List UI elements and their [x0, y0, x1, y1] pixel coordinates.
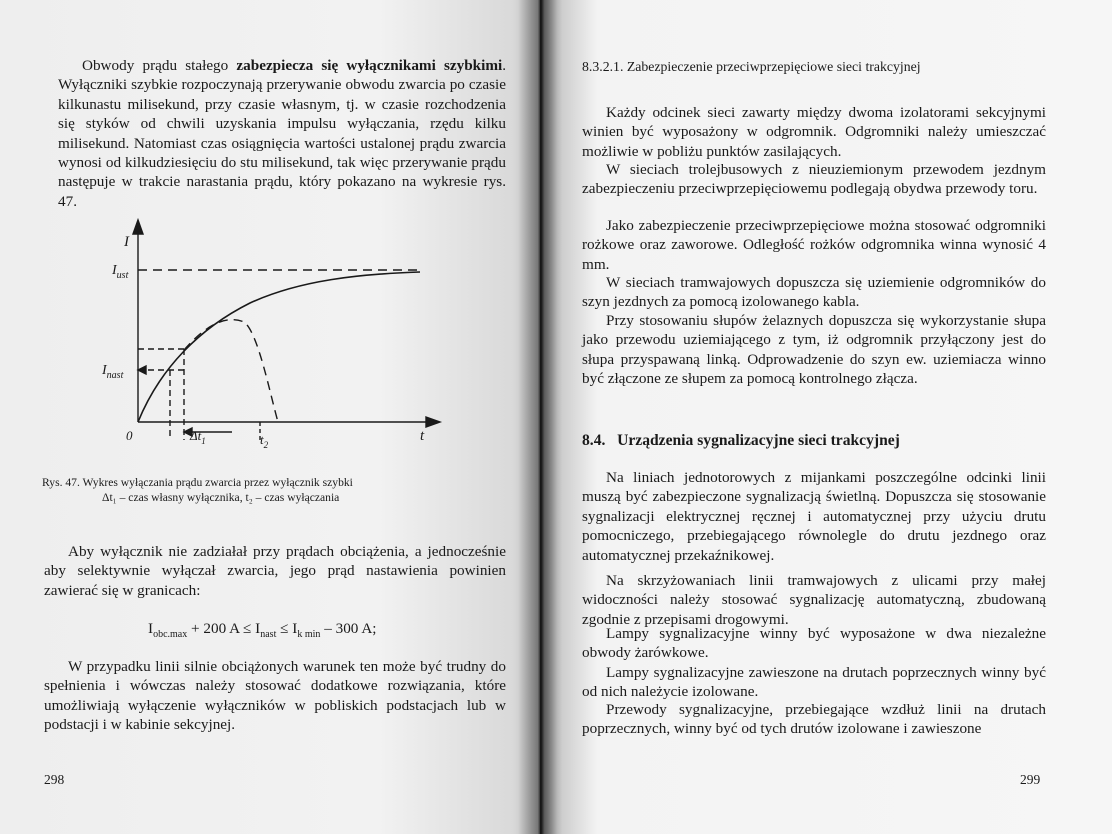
right-paragraph-7: Na skrzyżowaniach linii tramwajowych z ulicami przy małej widoczności należy stosować sygnalizację automatyczną, zbudowaną zgodnie z przepisami drogowymi. — [582, 572, 1046, 628]
y-axis-arrow — [133, 220, 143, 234]
figure-caption-line-2: Δt₁ – czas własny wyłącznika, t₂ – czas wyłączania — [102, 491, 340, 504]
label-i-axis: I — [124, 234, 129, 250]
interrupted-current-tail — [200, 328, 260, 368]
section-heading-8-4: 8.4. Urządzenia sygnalizacyjne sieci trakcyjnej — [582, 432, 900, 449]
label-iust: $I_{ust}$ — [112, 263, 129, 281]
left-page — [0, 0, 540, 834]
left-paragraph-2: Aby wyłącznik nie zadziałał przy prądach obciążenia, a jednocześnie aby selektywnie wyłączał zwarcia, jego prąd nastawienia powinien zawierać się w granicach: — [44, 543, 506, 599]
right-page — [540, 0, 1112, 834]
section-title-8-3-2-1: 8.3.2.1. Zabezpieczenie przeciwprzepięciowe sieci trakcyjnej — [582, 59, 921, 74]
para1-rest-text: . Wyłączniki szybkie rozpoczynają przerywanie obwodu zwarcia po czasie kilkunastu milisekund, przy czasie własnym, tj. w czasie rozchodzenia się styków od chwili uzyskania impulsu wyłączania, rzędu kilku milisekund. Natomiast czas osiągnięcia wartości ustalonej prądu zwarcia wynosi od kilkudziesięciu do stu milisekund, tak więc przerywanie prądu następuje w trakcie narastania prądu, który pokazano na wykresie rys. 47. — [58, 57, 506, 210]
figure-47-chart — [100, 218, 440, 448]
left-paragraph-3: W przypadku linii silnie obciążonych warunek ten może być trudny do spełnienia i wówczas należy stosować dodatkowe rozwiązania, które umożliwiają wyłączenie wyłączników w pobliskich podstacjach lub w podstacji i w kabinie sekcyjnej. — [44, 658, 506, 734]
right-paragraph-3: Jako zabezpieczenie przeciwprzepięciowe można stosować odgromniki rożkowe oraz zaworowe. Odległość rożków odgromnika winna wynosić 4 mm. — [582, 217, 1046, 273]
label-dt1: $\Delta t_1$ — [190, 428, 206, 446]
figure-caption-line-1: Rys. 47. Wykres wyłączania prądu zwarcia przez wyłącznik szybki — [42, 476, 353, 489]
inast-marker — [138, 366, 146, 374]
right-paragraph-8: Lampy sygnalizacyjne winny być wyposażone w dwa niezależne obwody żarówkowe. — [582, 625, 1046, 662]
right-paragraph-6: Na liniach jednotorowych z mijankami poszczególne odcinki linii muszą być zabezpieczone sygnalizacją świetlną. Dopuszcza się stosowanie sygnalizacji elektrycznej ręcznej i automatycznej przy użyciu drutu pomocniczego, przebiegającego równolegle do drutu jezdnego oraz automatycznej przekaźnikowej. — [582, 469, 1046, 564]
label-t-axis: t — [420, 428, 425, 444]
right-paragraph-2: W sieciach trolejbusowych z nieuziemionym przewodem jezdnym zabezpieczeniu przeciwprzepięciowemu podlegają obydwa przewody toru. — [582, 161, 1046, 198]
label-origin: 0 — [126, 428, 133, 443]
page-number-right: 299 — [1020, 772, 1041, 787]
para1-bold-text: zabezpiecza się wyłącznikami szybkimi — [236, 57, 503, 74]
right-paragraph-9: Lampy sygnalizacyjne zawieszone na drutach poprzecznych winny być od nich należycie izolowane. — [582, 664, 1046, 701]
para1-text: Obwody prądu stałego — [82, 57, 237, 74]
interrupted-current-curve — [184, 320, 278, 422]
page-number-left: 298 — [44, 772, 65, 787]
label-inast: $I_{nast}$ — [102, 363, 124, 381]
book-spine-shadow — [518, 0, 562, 834]
x-axis-arrow — [426, 417, 440, 427]
right-paragraph-10: Przewody sygnalizacyjne, przebiegające wzdłuż linii na drutach poprzecznych, winny być od tych drutów izolowane i zawieszone — [582, 701, 1046, 738]
right-paragraph-1: Każdy odcinek sieci zawarty między dwoma izolatorami sekcyjnymi winien być wyposażony w odgromnik. Odgromniki należy umieszczać możliwie w pobliżu punktów zasilających. — [582, 104, 1046, 160]
left-paragraph-1 — [58, 56, 506, 211]
right-paragraph-4: W sieciach tramwajowych dopuszcza się uziemienie odgromników do szyn jezdnych za pomocą izolowanego kabla. — [582, 274, 1046, 311]
right-paragraph-5: Przy stosowaniu słupów żelaznych dopuszcza się wykorzystanie słupa jako przewodu uziemiającego z tym, iż odgromnik przyłączony jest do słupa przyspawaną linką. Odprowadzenie do szyn ew. uziemiacza winno być złączone ze słupem za pomocą kontrolnego złącza. — [582, 312, 1046, 388]
label-t2: $t_2$ — [260, 432, 269, 450]
current-rise-curve — [138, 272, 420, 422]
current-setting-formula: $I_{obc.max} + 200$ $A \le I_{nast} \le I_{k min} - 300$ A; — [148, 620, 377, 641]
